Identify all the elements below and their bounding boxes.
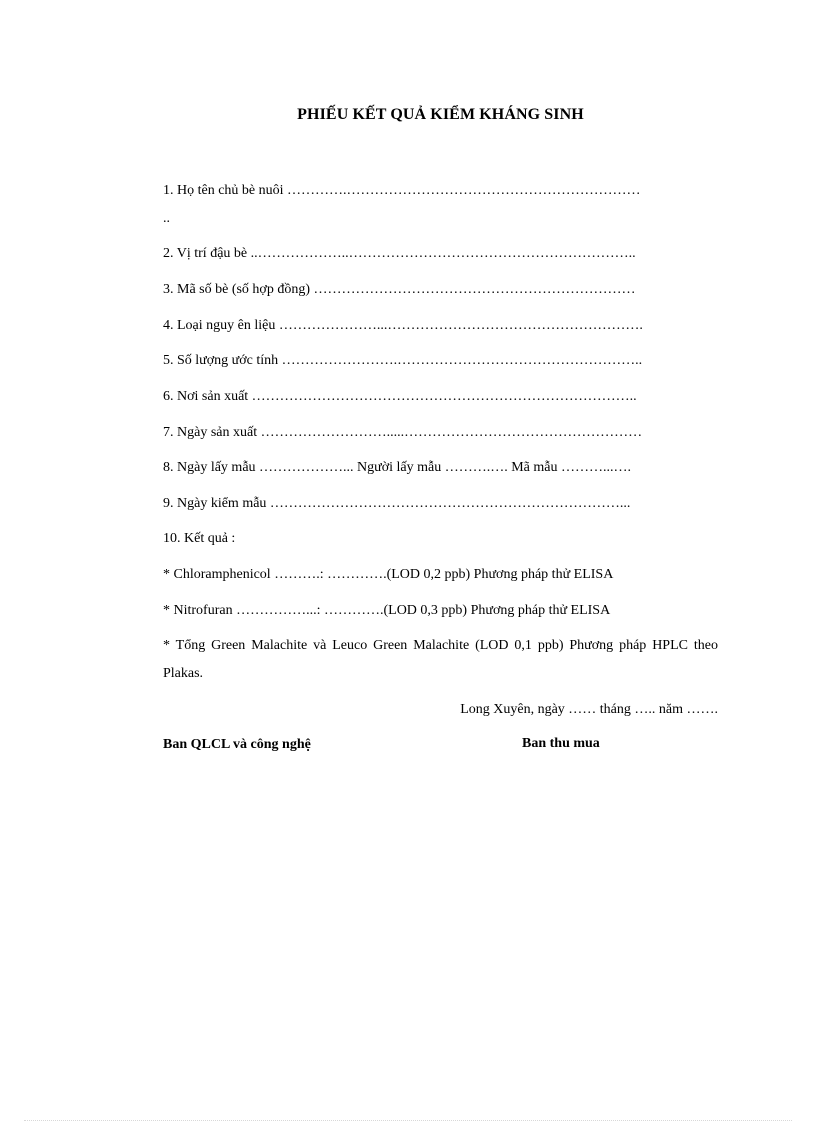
result-malachite-green: * Tổng Green Malachite và Leuco Green Malachite (LOD 0,1 ppb) Phương pháp HPLC theo Plakas. (163, 638, 718, 681)
field-raft-location: 2. Vị trí đậu bè ..………………..…………………………………………………….. (163, 246, 636, 261)
result-nitrofuran: * Nitrofuran ……………...: ………….(LOD 0,3 ppb) Phương pháp thử ELISA (163, 603, 611, 618)
date-line: Long Xuyên, ngày …… tháng ….. năm ……. (460, 702, 718, 717)
field-results-heading: 10. Kết quả : (163, 531, 236, 546)
document-title: PHIẾU KẾT QUẢ KIỂM KHÁNG SINH (297, 106, 584, 123)
field-production-date: 7. Ngày sản xuất ……………………….....…………………………………………… (163, 425, 643, 440)
page-bottom-rule (24, 1120, 792, 1121)
field-test-date: 9. Ngày kiểm mẫu …………………………………………………………………... (163, 496, 631, 511)
field-sampling-date: 8. Ngày lấy mẫu ………………... Người lấy mẫu ……….…. Mã mẫu ………...…. (163, 460, 631, 475)
signature-quality-dept: Ban QLCL và công nghệ (163, 737, 311, 752)
field-owner-name-continuation: .. (163, 211, 170, 226)
field-owner-name: 1. Họ tên chủ bè nuôi ………….……………………………………………………… (163, 183, 641, 198)
result-chloramphenicol: * Chloramphenicol ……….: ………….(LOD 0,2 ppb) Phương pháp thử ELISA (163, 567, 614, 582)
field-production-place: 6. Nơi sản xuất ……………………………………………………………………….. (163, 389, 637, 404)
field-estimated-quantity: 5. Số lượng ước tính …………………….…………………………………………….. (163, 353, 643, 368)
field-raft-code: 3. Mã số bè (số hợp đồng) …………………………………………………………… (163, 282, 636, 297)
signature-purchasing-dept: Ban thu mua (522, 736, 600, 751)
field-material-type: 4. Loại nguy ên liệu …………………...………………………………………………. (163, 318, 643, 333)
